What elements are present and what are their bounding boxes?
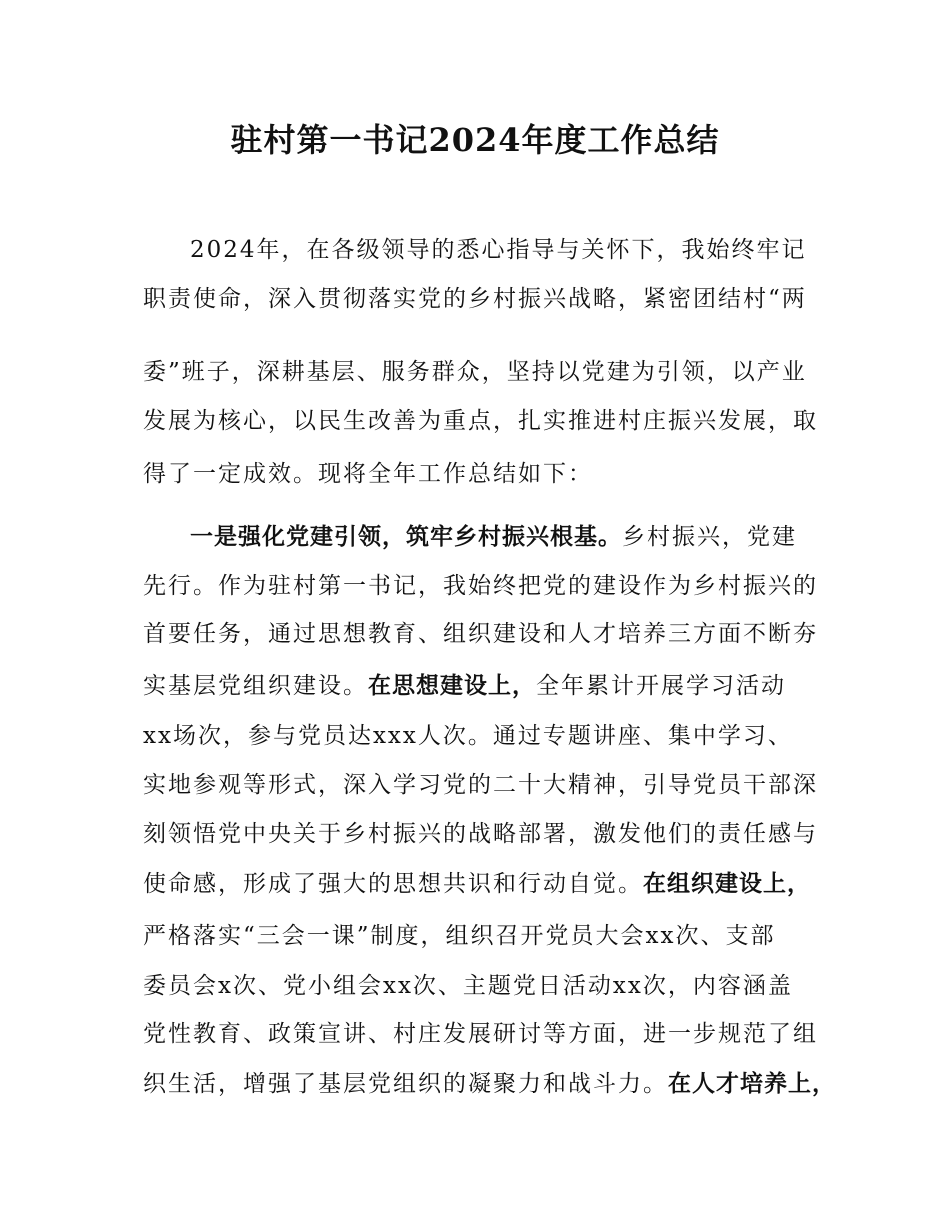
- text-run: 织生活，增强了基层党组织的凝聚力和战斗力。: [143, 1071, 668, 1097]
- text-run: 全年累计开展学习活动: [536, 673, 786, 699]
- paragraph-line: [143, 864, 811, 904]
- document-title: 驻村第一书记2024年度工作总结: [230, 121, 720, 159]
- paragraph-line: 党性教育、政策宣讲、村庄发展研讨等方面，进一步规范了组: [143, 1021, 818, 1047]
- paragraph-line: 职责使命，深入贯彻落实党的乡村振兴战略，紧密团结村“两: [143, 286, 807, 312]
- text-run: 乡村振兴，党建: [622, 524, 797, 550]
- paragraph-line: 严格落实“三会一课”制度，组织召开党员大会xx次、支部: [143, 923, 776, 949]
- text-run: 实基层党组织建设。: [143, 673, 368, 699]
- paragraph-line: [143, 666, 786, 706]
- paragraph-line: [190, 517, 797, 557]
- paragraph-line: 先行。作为驻村第一书记，我始终把党的建设作为乡村振兴的: [143, 573, 818, 599]
- paragraph-line: 得了一定成效。现将全年工作总结如下：: [143, 461, 593, 487]
- paragraph-line: 首要任务，通过思想教育、组织建设和人才培养三方面不断夯: [143, 621, 818, 647]
- paragraph-line: xx场次，参与党员达xxx人次。通过专题讲座、集中学习、: [143, 723, 793, 749]
- subsection-heading: 在组织建设上，: [643, 871, 811, 897]
- paragraph-line: 实地参观等形式，深入学习党的二十大精神，引导党员干部深: [143, 772, 818, 798]
- subsection-heading: 在思想建设上，: [368, 673, 536, 699]
- section-heading: 一是强化党建引领，筑牢乡村振兴根基。: [190, 524, 622, 550]
- paragraph-line: 刻领悟党中央关于乡村振兴的战略部署，激发他们的责任感与: [143, 821, 818, 847]
- text-run: 使命感，形成了强大的思想共识和行动自觉。: [143, 871, 643, 897]
- paragraph-line: 委员会x次、党小组会xx次、主题党日活动xx次，内容涵盖: [143, 973, 793, 999]
- paragraph-line: 2024年，在各级领导的悉心指导与关怀下，我始终牢记: [190, 237, 807, 263]
- paragraph-line: 委”班子，深耕基层、服务群众，坚持以党建为引领，以产业: [143, 359, 807, 385]
- subsection-heading: 在人才培养上，: [668, 1071, 836, 1097]
- paragraph-line: 发展为核心，以民生改善为重点，扎实推进村庄振兴发展，取: [143, 408, 818, 434]
- paragraph-line: [143, 1064, 836, 1104]
